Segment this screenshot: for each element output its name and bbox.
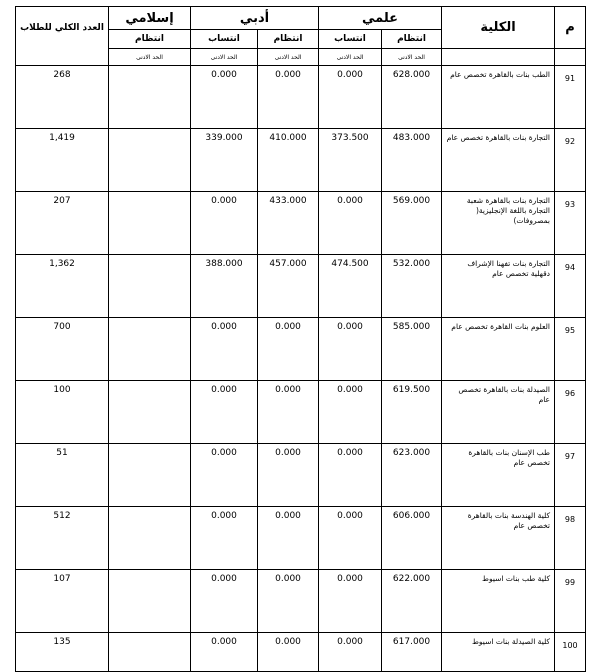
min-score-header: الحد الادنى: [109, 49, 191, 66]
scientific-header: علمي: [319, 7, 442, 30]
index-cell: 96: [555, 381, 586, 444]
literary-regular-cell: 410.000: [258, 129, 319, 192]
table-row: [16, 66, 586, 129]
scientific-affiliation-cell: 373.500: [319, 129, 382, 192]
scientific-affiliation-cell: 0.000: [319, 66, 382, 129]
college-name-cell: الصيدلة بنات بالقاهرة تخصص عام: [442, 381, 555, 444]
islamic-regular-header: انتظام: [109, 30, 191, 49]
table-row: [16, 129, 586, 192]
islamic-regular-cell: [109, 318, 191, 381]
literary-affiliation-cell: 0.000: [191, 444, 258, 507]
total-cell: 51: [16, 444, 109, 507]
total-cell: 700: [16, 318, 109, 381]
islamic-regular-cell: [109, 570, 191, 633]
islamic-regular-cell: [109, 192, 191, 255]
total-cell: 135: [16, 633, 109, 672]
literary-header: أدبي: [191, 7, 319, 30]
college-name-cell: كلية الصيدلة بنات اسيوط: [442, 633, 555, 672]
min-score-header: الحد الادنى: [258, 49, 319, 66]
scientific-affiliation-cell: 0.000: [319, 318, 382, 381]
islamic-regular-cell: [109, 66, 191, 129]
min-score-header: الحد الادنى: [191, 49, 258, 66]
literary-regular-header: انتظام: [258, 30, 319, 49]
college-header: الكلية: [442, 7, 555, 49]
total-cell: 100: [16, 381, 109, 444]
literary-affiliation-cell: 0.000: [191, 507, 258, 570]
scientific-affiliation-cell: 0.000: [319, 633, 382, 672]
total-cell: 207: [16, 192, 109, 255]
scientific-regular-cell: 617.000: [382, 633, 442, 672]
scientific-regular-cell: 623.000: [382, 444, 442, 507]
scientific-regular-cell: 619.500: [382, 381, 442, 444]
literary-affiliation-cell: 0.000: [191, 318, 258, 381]
scientific-affiliation-cell: 0.000: [319, 192, 382, 255]
scientific-affiliation-cell: 0.000: [319, 444, 382, 507]
scientific-affiliation-cell: 0.000: [319, 507, 382, 570]
literary-regular-cell: 0.000: [258, 381, 319, 444]
table-row: [16, 255, 586, 318]
min-score-header: الحد الادنى: [319, 49, 382, 66]
literary-regular-cell: 433.000: [258, 192, 319, 255]
college-name-cell: العلوم بنات القاهرة تخصص عام: [442, 318, 555, 381]
college-name-cell: التجارة بنات بالقاهرة تخصص عام: [442, 129, 555, 192]
table-row: [16, 570, 586, 633]
table-row: [16, 192, 586, 255]
index-cell: 91: [555, 66, 586, 129]
literary-regular-cell: 0.000: [258, 318, 319, 381]
college-subheader: [442, 49, 555, 66]
scientific-affiliation-header: انتساب: [319, 30, 382, 49]
literary-affiliation-cell: 0.000: [191, 192, 258, 255]
total-cell: 107: [16, 570, 109, 633]
college-name-cell: طب الإسنان بنات بالقاهرة تخصص عام: [442, 444, 555, 507]
literary-regular-cell: 457.000: [258, 255, 319, 318]
index-cell: 93: [555, 192, 586, 255]
scientific-regular-header: انتظام: [382, 30, 442, 49]
scientific-affiliation-cell: 474.500: [319, 255, 382, 318]
literary-affiliation-header: انتساب: [191, 30, 258, 49]
table-row: [16, 507, 586, 570]
index-cell: 92: [555, 129, 586, 192]
college-name-cell: كلية طب بنات اسيوط: [442, 570, 555, 633]
index-cell: 98: [555, 507, 586, 570]
college-name-cell: التجارة بنات بالقاهرة شعبة التجارة باللغة الإنجليزية( بمصروفات): [442, 192, 555, 255]
total-cell: 512: [16, 507, 109, 570]
islamic-regular-cell: [109, 381, 191, 444]
literary-affiliation-cell: 388.000: [191, 255, 258, 318]
islamic-header: إسلامي: [109, 7, 191, 30]
total-cell: 1,419: [16, 129, 109, 192]
islamic-regular-cell: [109, 255, 191, 318]
table-row: [16, 318, 586, 381]
admissions-table: [15, 6, 586, 672]
scientific-regular-cell: 622.000: [382, 570, 442, 633]
literary-affiliation-cell: 339.000: [191, 129, 258, 192]
literary-regular-cell: 0.000: [258, 570, 319, 633]
islamic-regular-cell: [109, 633, 191, 672]
total-students-header: العدد الكلي للطلاب: [16, 7, 109, 66]
table-row: [16, 633, 586, 672]
islamic-regular-cell: [109, 444, 191, 507]
index-subheader: [555, 49, 586, 66]
literary-affiliation-cell: 0.000: [191, 66, 258, 129]
scientific-regular-cell: 483.000: [382, 129, 442, 192]
islamic-regular-cell: [109, 129, 191, 192]
scientific-regular-cell: 585.000: [382, 318, 442, 381]
scientific-affiliation-cell: 0.000: [319, 570, 382, 633]
index-cell: 99: [555, 570, 586, 633]
scientific-regular-cell: 532.000: [382, 255, 442, 318]
scientific-regular-cell: 628.000: [382, 66, 442, 129]
index-cell: 94: [555, 255, 586, 318]
scientific-regular-cell: 569.000: [382, 192, 442, 255]
college-name-cell: التجارة بنات تفهنا الإشراف دقهلية تخصص عام: [442, 255, 555, 318]
literary-regular-cell: 0.000: [258, 507, 319, 570]
literary-affiliation-cell: 0.000: [191, 381, 258, 444]
scientific-regular-cell: 606.000: [382, 507, 442, 570]
min-score-header: الحد الادنى: [382, 49, 442, 66]
islamic-regular-cell: [109, 507, 191, 570]
literary-regular-cell: 0.000: [258, 633, 319, 672]
college-name-cell: الطب بنات بالقاهرة تخصص عام: [442, 66, 555, 129]
literary-affiliation-cell: 0.000: [191, 570, 258, 633]
table-row: [16, 381, 586, 444]
index-cell: 100: [555, 633, 586, 672]
college-name-cell: كلية الهندسة بنات بالقاهرة تخصص عام: [442, 507, 555, 570]
literary-regular-cell: 0.000: [258, 66, 319, 129]
literary-regular-cell: 0.000: [258, 444, 319, 507]
total-cell: 268: [16, 66, 109, 129]
scientific-affiliation-cell: 0.000: [319, 381, 382, 444]
total-cell: 1,362: [16, 255, 109, 318]
literary-affiliation-cell: 0.000: [191, 633, 258, 672]
index-cell: 97: [555, 444, 586, 507]
index-header: م: [555, 7, 586, 49]
table-row: [16, 444, 586, 507]
index-cell: 95: [555, 318, 586, 381]
